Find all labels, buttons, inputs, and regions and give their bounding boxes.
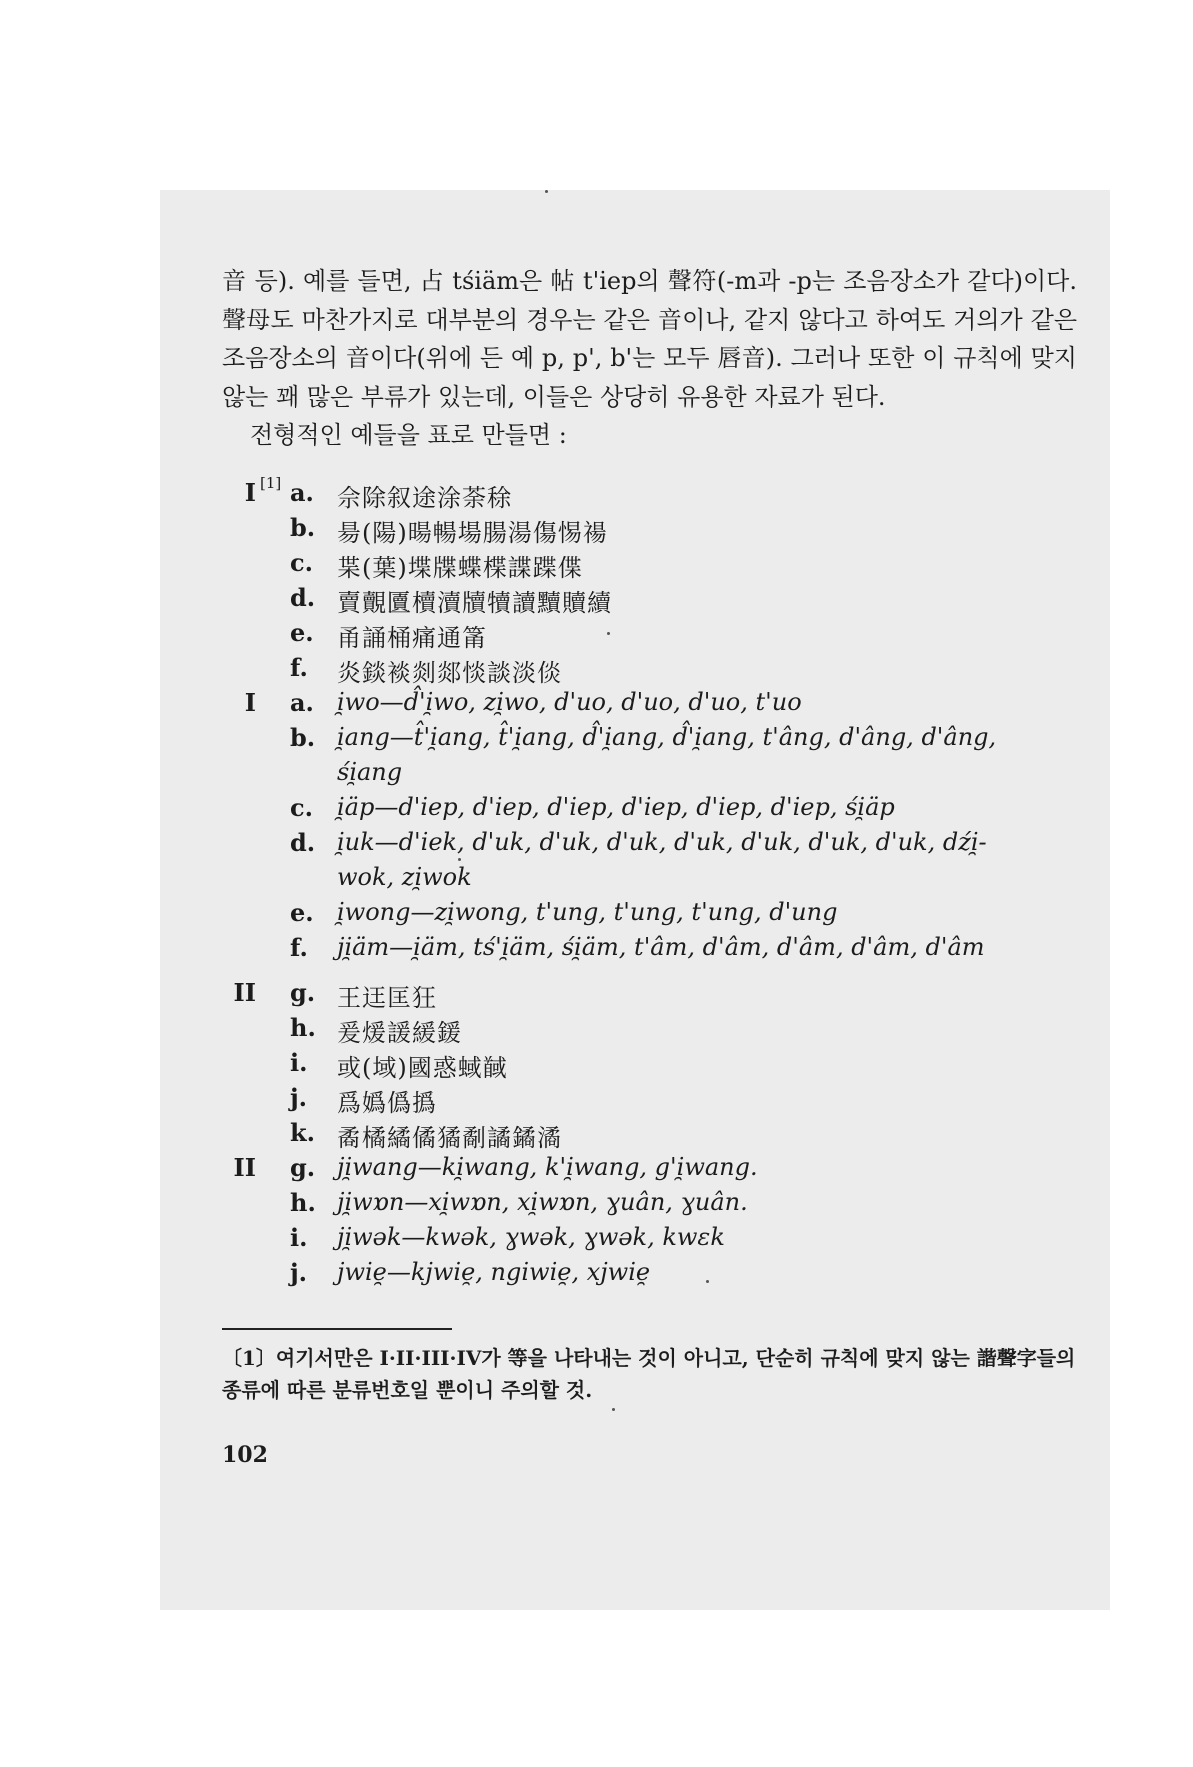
row-letter: h. bbox=[290, 1188, 316, 1217]
page-number: 102 bbox=[222, 1442, 268, 1468]
row-items: i̯uk—d'iek, d'uk, d'uk, d'uk, d'uk, d'uk, d'uk, d'uk, dźi̯- bbox=[337, 828, 987, 856]
row-roman-numeral: I bbox=[244, 478, 256, 507]
row-items: 佘除叙途涂荼稌 bbox=[337, 484, 512, 512]
row-letter: k. bbox=[290, 1118, 315, 1147]
row-items: 昜(陽)暘暢場腸湯傷惕禓 bbox=[337, 519, 608, 547]
row-letter: d. bbox=[290, 583, 316, 612]
row-items: ji̯wək—kwək, ɣwək, ɣwək, kwɛk bbox=[337, 1223, 725, 1251]
row-items: 枼(葉)堞牒蝶楪諜蹀偞 bbox=[337, 554, 583, 582]
row-letter: g. bbox=[290, 1153, 316, 1182]
body-text bbox=[222, 262, 1077, 455]
row-items: 矞橘繘僪獝劀譎鐍潏 bbox=[337, 1124, 562, 1152]
row-items: jwie̯—kjwie̯, ngiwie̯, xjwie̯ bbox=[337, 1258, 651, 1286]
row-letter: i. bbox=[290, 1048, 308, 1077]
row-items: i̯äp—d'iep, d'iep, d'iep, d'iep, d'iep, d'iep, śi̯äp bbox=[337, 793, 895, 821]
row-letter: j. bbox=[290, 1083, 308, 1112]
row-letter: j. bbox=[290, 1258, 308, 1287]
row-roman-numeral: II bbox=[233, 1153, 256, 1182]
scan-speck bbox=[612, 1408, 615, 1411]
paragraph-2: 전형적인 예들을 표로 만들면 : bbox=[250, 421, 567, 449]
footnote-marker: [1] bbox=[260, 474, 282, 492]
row-items: śi̯ang bbox=[337, 758, 403, 786]
row-items: wok, zi̯wok bbox=[337, 863, 472, 891]
row-letter: a. bbox=[290, 478, 314, 507]
row-letter: c. bbox=[290, 793, 313, 822]
row-items: i̯ang—t̂'i̯ang, t̂'i̯ang, d̂'i̯ang, d̂'i̯ang, t'âng, d'âng, d'âng, bbox=[337, 723, 997, 751]
row-items: 爰煖諼緩鍰 bbox=[337, 1019, 462, 1047]
row-letter: f. bbox=[290, 933, 308, 962]
row-items: 王迋匡狂 bbox=[337, 984, 437, 1012]
row-items: 炎錟裧剡郯惔談淡倓 bbox=[337, 659, 562, 687]
row-letter: a. bbox=[290, 688, 314, 717]
row-letter: b. bbox=[290, 513, 316, 542]
row-items: i̯wo—d̂'i̯wo, zi̯wo, d'uo, d'uo, d'uo, t'uo bbox=[337, 688, 802, 716]
row-items: ji̯wang—ki̯wang, k'i̯wang, g'i̯wang. bbox=[337, 1153, 758, 1181]
row-items: 或(域)國惑蜮馘 bbox=[337, 1054, 508, 1082]
row-items: ji̯wɒn—xi̯wɒn, xi̯wɒn, ɣuân, ɣuân. bbox=[337, 1188, 748, 1216]
row-items: i̯wong—zi̯wong, t'ung, t'ung, t'ung, d'ung bbox=[337, 898, 838, 926]
row-letter: b. bbox=[290, 723, 316, 752]
row-items: 賣覿匵櫝瀆牘犢讀黷贖續 bbox=[337, 589, 612, 617]
scan-speck bbox=[545, 190, 548, 193]
scan-speck bbox=[706, 1280, 709, 1283]
scan-speck bbox=[458, 858, 461, 861]
row-letter: e. bbox=[290, 618, 314, 647]
row-items: 爲嬀僞撝 bbox=[337, 1089, 437, 1117]
row-letter: c. bbox=[290, 548, 313, 577]
row-items: ji̯äm—i̯äm, tś'i̯äm, śi̯äm, t'âm, d'âm, d'âm, d'âm, d'âm bbox=[337, 933, 985, 961]
row-roman-numeral: II bbox=[233, 978, 256, 1007]
row-items: 甬誦桶痛通筩 bbox=[337, 624, 487, 652]
row-roman-numeral: I bbox=[244, 688, 256, 717]
row-letter: f. bbox=[290, 653, 308, 682]
row-letter: i. bbox=[290, 1223, 308, 1252]
footnote: 〔1〕여기서만은 I·II·III·IV가 等을 나타내는 것이 아니고, 단순히 규칙에 맞지 않는 諧聲字들의 종류에 따른 분류번호일 뿐이니 주의할 것. bbox=[222, 1346, 1076, 1402]
row-letter: d. bbox=[290, 828, 316, 857]
paragraph-1: 音 등). 예를 들면, 占 tśiäm은 帖 t'iep의 聲符(-m과 -p는 조음장소가 같다)이다. 聲母도 마찬가지로 대부분의 경우는 같은 音이나, 같지 않다고 하여도 거의가 같은 조음장소의 音이다(위에 든 예 p, p', b'는 모두 唇音). 그러나 또한 이 규칙에 맞지 않는 꽤 많은 부류가 있는데, 이들은 상당히 유용한 자료가 된다. bbox=[222, 267, 1077, 411]
footnote-rule bbox=[222, 1328, 452, 1330]
row-letter: e. bbox=[290, 898, 314, 927]
scan-speck bbox=[607, 632, 610, 635]
row-letter: g. bbox=[290, 978, 316, 1007]
row-letter: h. bbox=[290, 1013, 316, 1042]
